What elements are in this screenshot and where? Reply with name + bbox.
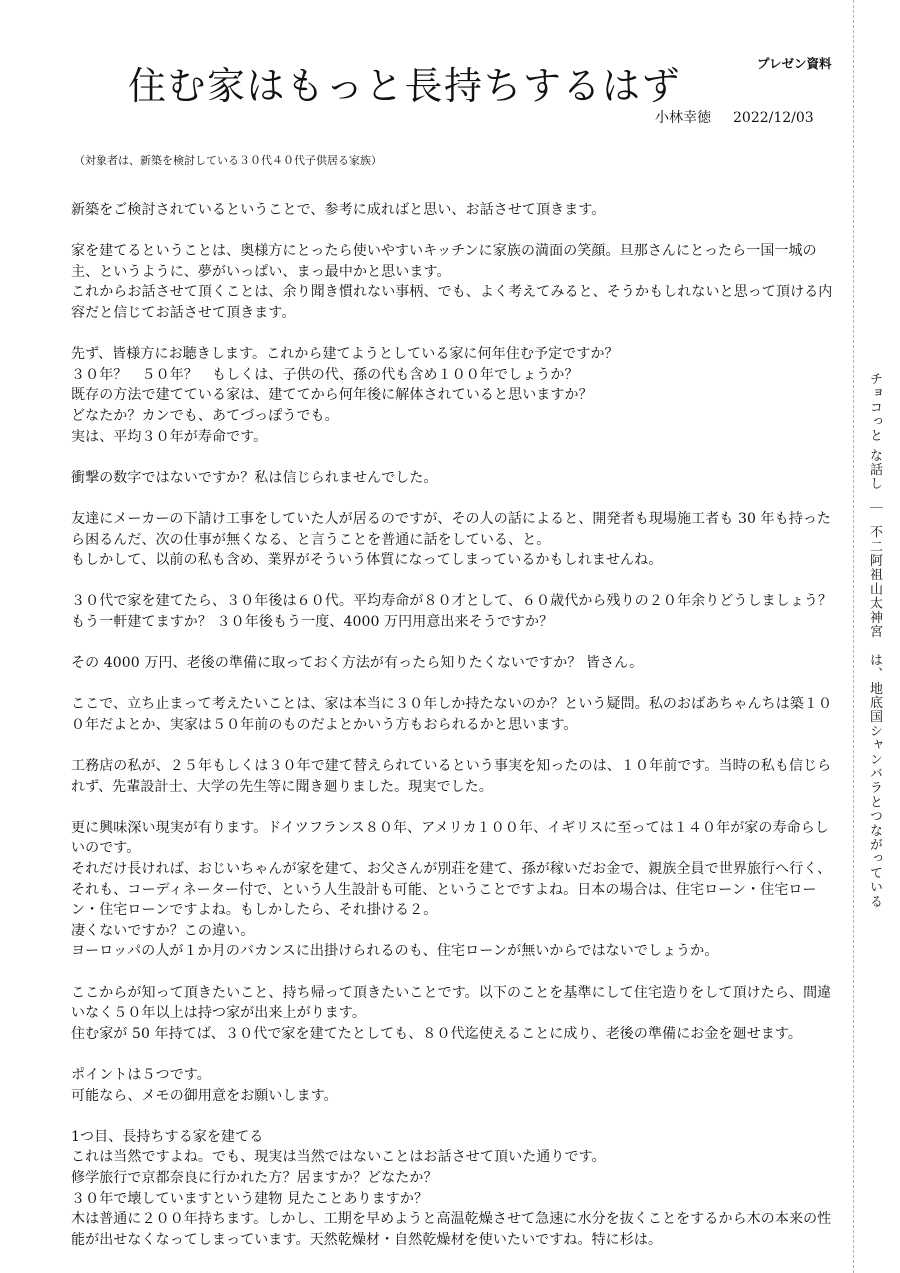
target-audience-note: （対象者は、新築を検討している３０代４０代子供居る家族）	[74, 154, 382, 167]
body-line: 新築をご検討されているということで、参考に成ればと思い、お話させて頂きます。	[71, 202, 606, 218]
author-name: 小林幸徳	[655, 110, 711, 126]
body-line: 1つ目、長持ちする家を建てる	[71, 1128, 264, 1145]
body-line: ３０年で壊していますという建物 見たことありますか？	[71, 1190, 429, 1207]
body-line: どなたか？カンでも、あてづっぽうでも。	[71, 407, 339, 424]
body-line: これからお話させて頂くことは、余り聞き慣れない事柄、でも、よく考えてみると、そうかもしれないと思って頂ける内容だと信じてお話させて頂きます。	[71, 284, 833, 321]
body-line: 友達にメーカーの下請け工事をしていた人が居るのですが、その人の話によると、開発者も現場施工者も 30 年も持ったら困るんだ、次の仕事が無くなる、と言うことを普通に話をしている、と。	[71, 510, 832, 548]
body-line: 住む家が 50 年持てば、３０代で家を建てたとしても、８０代迄使えることに成り、老後の準備にお金を廻せます。	[71, 1025, 802, 1042]
body-paragraph	[71, 468, 839, 489]
body-line: ヨーロッパの人が１か月のバカンスに出掛けられるのも、住宅ローンが無いからではないでしょうか。	[71, 943, 719, 960]
body-line: 家を建てるということは、奥様方にとったら使いやすいキッチンに家族の満面の笑顔。旦那さんにとったら一国一城の主、というように、夢がいっぱい、まっ最中かと思います。	[71, 243, 817, 280]
body-paragraph	[71, 344, 839, 447]
body-line: ここで、立ち止まって考えたいことは、家は本当に３０年しか持たないのか？という疑問。私のおばあちゃんちは築１００年だよとか、実家は５０年前のものだよとかいう方もおられるかと思います。	[71, 696, 833, 733]
body-text	[71, 200, 861, 1271]
body-line: それだけ長ければ、おじいちゃんが家を建て、お父さんが別荘を建て、孫が稼いだお金で、親族全員で世界旅行へ行く、それも、コーディネーター付で、という人生設計も可能、ということですよね。日本の場合は、住宅ローン・住宅ローン・住宅ローンですよね。もしかしたら、それ掛ける２。	[71, 861, 832, 919]
document-type-label: プレゼン資料	[757, 56, 832, 71]
body-line: ポイントは５つです。	[71, 1066, 211, 1083]
author-date-line	[655, 107, 814, 127]
body-paragraph	[71, 200, 839, 221]
body-line: 可能なら、メモの御用意をお願いします。	[71, 1087, 338, 1104]
body-paragraph	[71, 818, 839, 962]
body-paragraph	[71, 653, 839, 674]
cut-line-divider	[853, 0, 854, 1273]
body-line: これは当然ですよね。でも、現実は当然ではないことはお話させて頂いた通りです。	[71, 1149, 606, 1166]
body-line: 凄くないですか？この違い。	[71, 922, 255, 939]
body-line: 衝撃の数字ではないですか？私は信じられませんでした。	[71, 469, 438, 486]
body-line: ３０代で家を建てたら、３０年後は６０代。平均寿命が８０才として、６０歳代から残りの２０年余りどうしましょう？ もう一軒建てますか？ ３０年後もう一度、4000 万円用意出来そうですか？	[71, 593, 861, 630]
side-label-topic: チョコっと な話し	[867, 372, 882, 491]
body-paragraph	[71, 1065, 839, 1106]
side-label-subtitle: 不二阿祖山太神宮 は、地底国シャンバラとつながっている	[867, 525, 882, 909]
body-paragraph	[71, 694, 839, 735]
body-paragraph	[71, 509, 839, 571]
body-line: 木は普通に２００年持ちます。しかし、工期を早めようと高温乾燥させて急速に水分を抜くことをするから木の本来の性能が出せなくなってしまっています。天然乾燥材・自然乾燥材を使いたいですね。特に杉は。	[71, 1211, 832, 1248]
document-date: 2022/12/03	[733, 110, 814, 126]
body-line: 修学旅行で京都奈良に行かれた方？居ますか？どなたか？	[71, 1169, 438, 1186]
body-paragraph	[71, 983, 839, 1045]
body-line: 更に興味深い現実が有ります。ドイツフランス８０年、アメリカ１００年、イギリスに至っては１４０年が家の寿命らしいのです。	[71, 819, 829, 857]
side-vertical-label	[862, 372, 884, 909]
body-line: ３０年？ ５０年？ もしくは、子供の代、孫の代も含め１００年でしょうか？	[71, 366, 579, 383]
body-line: その 4000 万円、老後の準備に取っておく方法が有ったら知りたくないですか？ 皆さん。	[71, 655, 644, 672]
body-line: ここからが知って頂きたいこと、持ち帰って頂きたいことです。以下のことを基準にして住宅造りをして頂けたら、間違いなく５０年以上は持つ家が出来上がります。	[71, 984, 832, 1022]
body-line: 実は、平均３０年が寿命です。	[71, 428, 268, 445]
body-line: 先ず、皆様方にお聴きします。これから建てようとしている家に何年住む予定ですか？	[71, 346, 619, 363]
body-paragraph	[71, 591, 861, 632]
body-line: 既存の方法で建てている家は、建ててから何年後に解体されていると思いますか？	[71, 387, 593, 404]
body-paragraph	[71, 756, 839, 797]
side-label-separator: ｜	[867, 500, 882, 516]
page-title: 住む家はもっと長持ちするはず	[128, 64, 682, 109]
body-line: もしかして、以前の私も含め、業界がそういう体質になってしまっているかもしれませんね。	[71, 552, 663, 569]
body-line: 工務店の私が、２５年もしくは３０年で建て替えられているという事実を知ったのは、１０年前です。当時の私も信じられず、先輩設計士、大学の先生等に聞き廻りました。現実でした。	[71, 758, 832, 795]
body-paragraph	[71, 1127, 839, 1251]
body-paragraph	[71, 241, 839, 323]
